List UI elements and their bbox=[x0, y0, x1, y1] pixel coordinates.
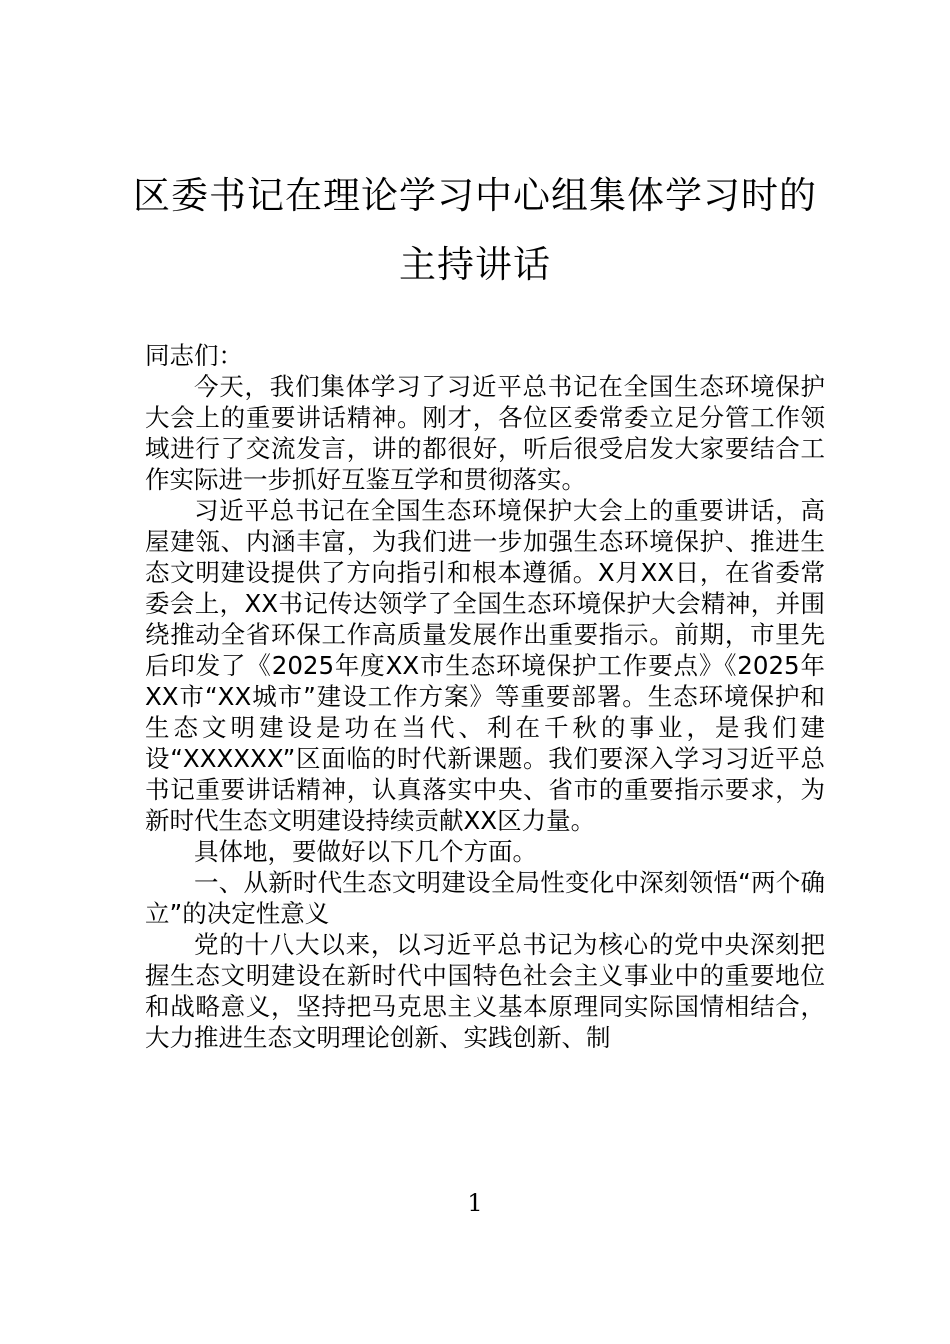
salutation: 同志们： bbox=[145, 341, 243, 370]
paragraph-opening: 今天，我们集体学习了习近平总书记在全国生态环境保护大会上的重要讲话精神。刚才，各位区委常委立足分管工作领域进行了交流发言，讲的都很好，听后很受启发大家要结合工作实际进一步抓好互鉴互学和贯彻落实。 bbox=[145, 372, 825, 494]
document-title-line-2: 主持讲话 bbox=[399, 243, 551, 286]
page-number: 1 bbox=[467, 1189, 483, 1217]
document-body bbox=[145, 340, 825, 1053]
document-title-line-1: 区委书记在理论学习中心组集体学习时的 bbox=[133, 174, 817, 217]
paragraph-section-1: 党的十八大以来，以习近平总书记为核心的党中央深刻把握生态文明建设在新时代中国特色社会主义事业中的重要地位和战略意义，坚持把马克思主义基本原理同实际国情相结合，大力推进生态文明理论创新、实践创新、制 bbox=[145, 930, 825, 1052]
paragraph-transition: 具体地，要做好以下几个方面。 bbox=[194, 837, 537, 866]
section-heading-1: 一、从新时代生态文明建设全局性变化中深刻领悟“两个确立”的决定性意义 bbox=[145, 868, 825, 928]
paragraph-background: 习近平总书记在全国生态环境保护大会上的重要讲话，高屋建瓴、内涵丰富，为我们进一步加强生态环境保护、推进生态文明建设提供了方向指引和根本遵循。X月XX日，在省委常委会上，XX书记传达领学了全国生态环境保护大会精神，并围绕推动全省环保工作高质量发展作出重要指示。前期，市里先后印发了《2025年度XX市生态环境保护工作要点》《2025年XX市“XX城市”建设工作方案》等重要部署。生态环境保护和生态文明建设是功在当代、利在千秋的事业，是我们建设“XXXXXX”区面临的时代新课题。我们要深入学习习近平总书记重要讲话精神，认真落实中央、省市的重要指示要求，为新时代生态文明建设持续贡献XX区力量。 bbox=[145, 496, 825, 835]
